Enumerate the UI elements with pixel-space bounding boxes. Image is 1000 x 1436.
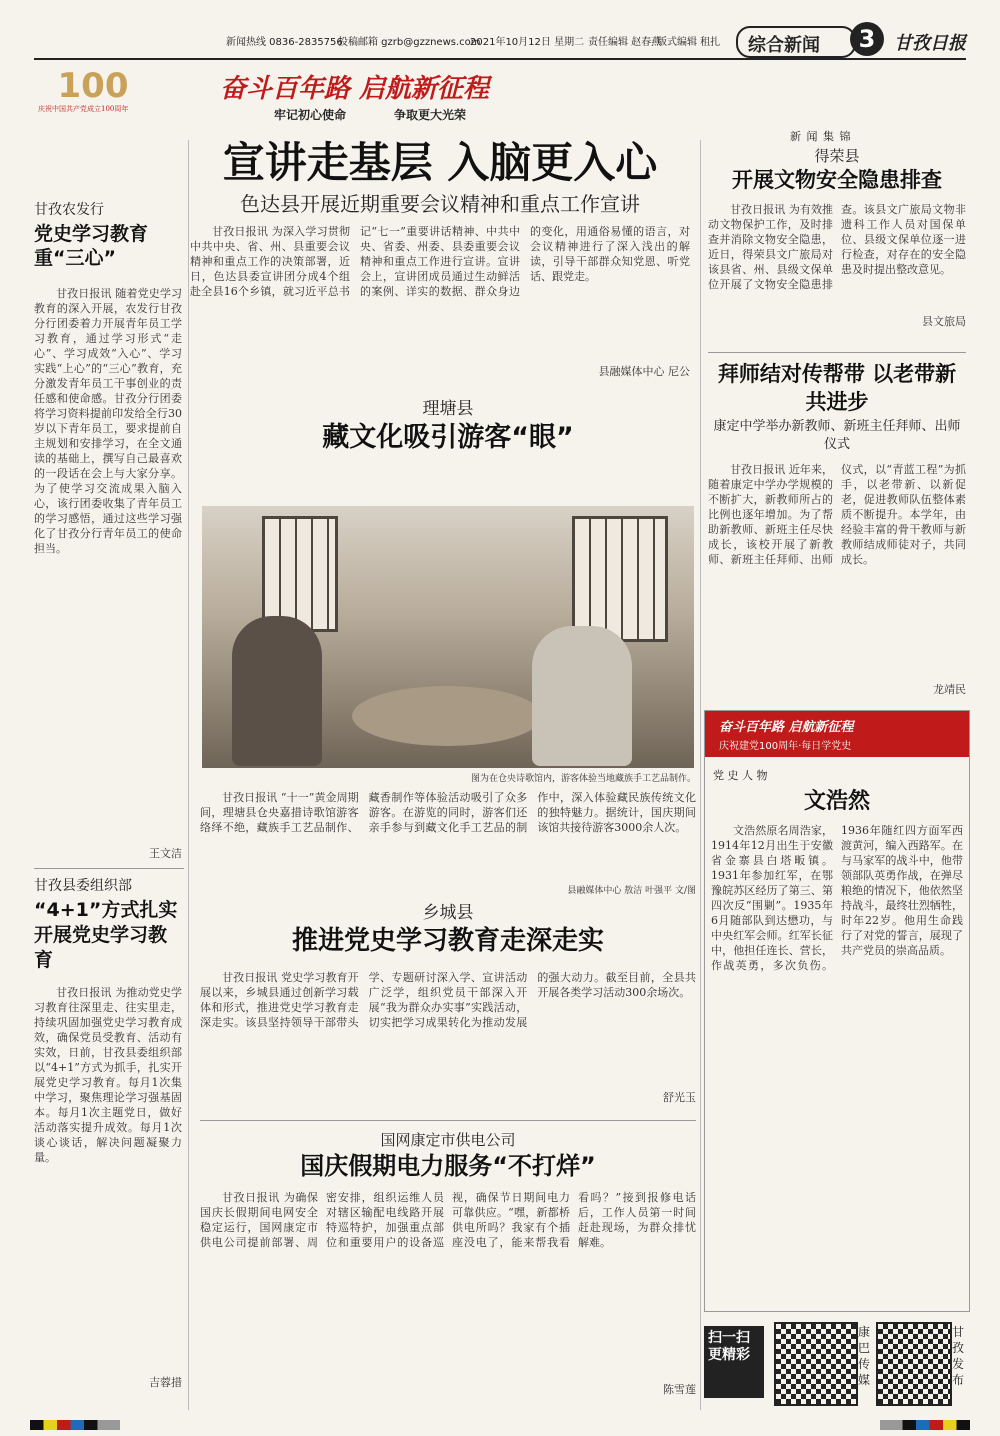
qr-code-kangba[interactable] xyxy=(774,1322,858,1406)
section-box xyxy=(736,26,856,58)
article-kangding xyxy=(708,360,966,696)
article-guowang xyxy=(200,1130,696,1410)
body-guowang xyxy=(200,1190,696,1382)
banner-sub1: 牢记初心使命 xyxy=(274,108,347,122)
subhead-kangding: 康定中学举办新教师、新班主任拜师、出师仪式 xyxy=(713,419,961,452)
qr1-label: 康巴传媒 xyxy=(858,1325,871,1387)
article-ganzi-fa xyxy=(34,200,182,860)
header-layout-editor: 版式编辑 租扎 xyxy=(657,37,721,48)
header-date: 2021年10月12日 星期二 xyxy=(470,37,585,48)
banner-sub2: 争取更大光荣 xyxy=(394,108,467,122)
page-number-text: 3 xyxy=(858,25,876,53)
kicker-litang: 理塘县 xyxy=(422,399,474,419)
body-litang xyxy=(200,790,696,884)
article-litang xyxy=(200,398,696,848)
footer-promo xyxy=(704,1318,968,1408)
author-ganzi-fa: 王文洁 xyxy=(149,847,182,860)
color-bar-left xyxy=(30,1420,120,1430)
qr-code-ganzi[interactable] xyxy=(876,1322,952,1406)
headline-ganzi-fa: 党史学习教育重“三心” xyxy=(34,223,149,269)
logo-100-graphic: 100 xyxy=(57,66,129,106)
header-editor: 责任编辑 赵春燕 xyxy=(588,37,662,48)
author-derong: 县文旅局 xyxy=(922,315,966,328)
header-hotline: 新闻热线 0836-2835756 xyxy=(226,37,343,48)
headline-wenhaoran: 文浩然 xyxy=(803,789,870,814)
wenhaoran-banner-sub: 庆祝建党100周年·每日学党史 xyxy=(719,741,852,752)
banner-slogan: 奋斗百年路 启航新征程 xyxy=(220,74,490,104)
subhead-xuanjiang: 色达县开展近期重要会议精神和重点工作宣讲 xyxy=(240,192,640,216)
kicker-derong: 得荣县 xyxy=(814,147,860,165)
body-ganzi-fa xyxy=(34,286,182,846)
author-guowang: 陈雪莲 xyxy=(663,1383,696,1396)
author-ganzi-zz: 吉蓉措 xyxy=(149,1376,182,1389)
photo-person-left xyxy=(232,616,322,766)
author-litang: 县融媒体中心 敖洁 叶强平 文/图 xyxy=(567,886,696,896)
photo-window-right xyxy=(572,516,668,642)
article-xiangcheng xyxy=(200,902,696,1112)
headline-xiangcheng: 推进党史学习教育走深走实 xyxy=(291,926,604,956)
author-kangding: 龙靖民 xyxy=(933,683,966,696)
body-wenhaoran xyxy=(711,823,963,1303)
qr2-label: 甘孜发布 xyxy=(952,1325,965,1387)
article-litang-body xyxy=(200,790,696,900)
body-xuanjiang xyxy=(190,224,690,364)
body-xiangcheng-text: 甘孜日报讯 党史学习教育开展以来，乡城县通过创新学习载体和形式，推进党史学习教育走深走实。该县坚持领导干部带头学、专题研讨深入学、宣讲活动广泛学，组织党员干部深入开展“我为群众办实事”实践活动，切实把学习成果转化为推动发展的强大动力。截至目前，全县共开展各类学习活动300余场次。 xyxy=(200,971,696,1029)
kicker-ganzi-zz: 甘孜县委组织部 xyxy=(34,878,132,894)
photo-person-right xyxy=(532,626,632,766)
header-email: 投稿邮箱 gzrb@gzznews.com xyxy=(338,37,481,48)
logo-text: 庆祝中国共产党成立100周年 xyxy=(38,105,129,113)
author-xiangcheng: 舒光玉 xyxy=(663,1091,696,1104)
body-ganzi-fa-text: 甘孜日报讯 随着党史学习教育的深入开展，农发行甘孜分行团委着力开展青年员工学习教育，通过学习形式“走心”、学习成效“入心”、学习实践“上心”的“三心”教育，充分激发青年员工干事创业的责任感和使命感。甘孜分行团委将学习资料提前印发给全行30岁以下青年员工，要求提前自主规划和安排学习，在全文通读的基础上，撰写自己最喜欢的一段话在会上与大家分享。为了使学习交流成果入脑入心，该行团委收集了青年员工的学习感悟，通过这些学习强化了甘孜分行青年员工的使命担当。 xyxy=(34,287,182,555)
body-ganzi-zz xyxy=(34,985,182,1375)
author-xuanjiang: 县融媒体中心 尼公 xyxy=(598,365,690,378)
body-xuanjiang-text: 甘孜日报讯 为深入学习贯彻中共中央、省、州、县重要会议精神和重点工作的决策部署，近日，色达县委宣讲团分成4个组赴全县16个乡镇，就习近平总书记“七一”重要讲话精神、中共中央、省委、州委、县委重要会议精神和重点工作进行宣讲。宣讲会上，宣讲团成员通过生动鲜活的案例、详实的数据、群众身边的变化，用通俗易懂的语言，对会议精神进行了深入浅出的解读，引导干部群众知党恩、听党话、跟党走。 xyxy=(190,225,690,298)
headline-kangding: 拜师结对传帮带 以老带新共进步 xyxy=(717,362,957,414)
body-ganzi-zz-text: 甘孜日报讯 为推动党史学习教育往深里走、往实里走，持续巩固加强党史学习教育成效，确保党员受教育、活动有实效，日前，甘孜县委组织部以“4+1”方式为抓手，扎实开展党史学习教育。每月1次集中学习，聚焦理论学习强基固本。每月1次主题党日，做好活动落实提升成效。每月1次谈心谈话，解决问题凝聚力量。 xyxy=(34,986,182,1164)
kicker-xiangcheng: 乡城县 xyxy=(422,903,474,923)
photo-table xyxy=(352,686,542,746)
headline-litang: 藏文化吸引游客“眼” xyxy=(322,422,574,453)
wenhaoran-column: 党 史 人 物 xyxy=(713,769,768,782)
article-ganzi-zz xyxy=(34,876,182,1406)
article-derong xyxy=(708,146,966,346)
body-derong xyxy=(708,202,966,314)
banner xyxy=(34,62,734,126)
paper-name: 甘孜日报 xyxy=(894,33,966,54)
page-header xyxy=(0,0,1000,60)
anniversary-logo xyxy=(38,66,148,122)
headline-ganzi-zz: “4+1”方式扎实开展党史学习教育 xyxy=(34,899,178,971)
body-kangding-text: 甘孜日报讯 近年来，随着康定中学办学规模的不断扩大，新教师所占的比例也逐年增加。为了帮助新教师、新班主任尽快成长，该校开展了新教师、新班主任拜师、出师仪式，以“青蓝工程”为抓手，以老带新、以新促老，促进教师队伍整体素质不断提升。本学年，由经验丰富的骨干教师与新教师结成师徒对子，共同成长。 xyxy=(708,463,966,566)
kicker-ganzi-fa: 甘孜农发行 xyxy=(34,202,104,218)
kicker-guowang: 国网康定市供电公司 xyxy=(380,1131,516,1149)
article-wenhaoran xyxy=(704,710,970,1312)
body-wenhaoran-text: 文浩然原名周浩家，1914年12月出生于安徽省金寨县白塔畈镇。1931年参加红军，在鄂豫皖苏区经历了第三、第四次反“围剿”。1935年6月随部队到达懋功，与中央红军会师。红军长征中，他担任连长、营长，作战英勇，多次负伤。1936年随红四方面军西渡黄河，编入西路军。在与马家军的战斗中，他带领部队英勇作战，在弹尽粮绝的情况下，他依然坚持战斗，最终壮烈牺牲，时年22岁。他用生命践行了对党的誓言，展现了共产党员的崇高品质。 xyxy=(711,824,963,972)
headline-derong: 开展文物安全隐患排查 xyxy=(732,168,942,192)
body-litang-text: 甘孜日报讯 “十一”黄金周期间，理塘县仓央嘉措诗歌馆游客络绎不绝，藏族手工艺品制作、藏香制作等体验活动吸引了众多游客。在游览的同时，游客们还亲手参与到藏文化手工艺品的制作中，深入体验藏民族传统文化的独特魅力。据统计，国庆期间该馆共接待游客3000余人次。 xyxy=(200,791,696,834)
headline-xuanjiang: 宣讲走基层 入脑更入心 xyxy=(222,138,658,187)
photo-litang xyxy=(202,506,694,768)
article-xuanjiang xyxy=(190,138,690,398)
body-guowang-text: 甘孜日报讯 为确保国庆长假期间电网安全稳定运行，国网康定市供电公司提前部署、周密安排，组织运维人员对辖区输配电线路开展特巡特护，加强重点部位和重要用户的设备巡视，确保节日期间电力可靠供应。“嘿，新都桥供电所吗？我家有个插座没电了，能来帮我看看吗？”接到报修电话后，工作人员第一时间赶赴现场，为群众排忧解难。 xyxy=(200,1191,696,1249)
wenhaoran-banner-slogan: 奋斗百年路 启航新征程 xyxy=(719,720,854,735)
caption-litang: 图为在仓央诗歌馆内，游客体验当地藏族手工艺品制作。 xyxy=(470,774,696,784)
headline-guowang: 国庆假期电力服务“不打烊” xyxy=(300,1152,596,1180)
page-number xyxy=(850,22,884,56)
section-tag: 新 闻 集 锦 xyxy=(790,130,852,143)
section-title: 综合新闻 xyxy=(748,35,820,56)
scan-label: 扫一扫 更精彩 xyxy=(704,1326,764,1398)
body-kangding xyxy=(708,462,966,682)
photo-window-left xyxy=(262,516,338,632)
color-bar-right xyxy=(880,1420,970,1430)
body-xiangcheng xyxy=(200,970,696,1090)
body-derong-text: 甘孜日报讯 为有效推动文物保护工作，及时排查并消除文物安全隐患，近日，得荣县文广旅局对该县省、州、县级文保单位开展了文物安全隐患排查。该县文广旅局文物非遗科工作人员对国保单位、县级文保单位逐一进行检查，对存在的安全隐患及时提出整改意见。 xyxy=(708,203,966,291)
wenhaoran-banner xyxy=(705,711,969,757)
